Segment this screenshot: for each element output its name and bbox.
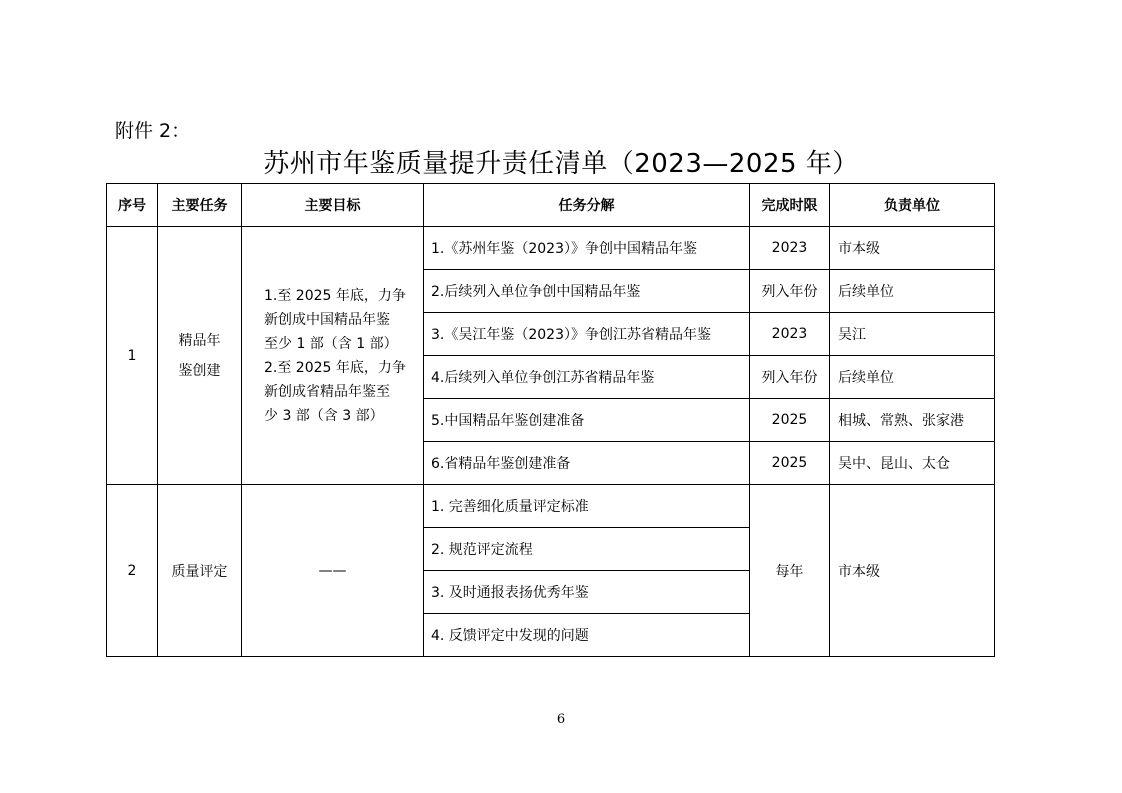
responsibility-table bbox=[106, 183, 995, 657]
header-breakdown: 任务分解 bbox=[424, 184, 750, 227]
goal-line: 至少 1 部（含 1 部） bbox=[264, 335, 398, 352]
responsible-cell: 后续单位 bbox=[830, 270, 995, 313]
group2-goal: —— bbox=[242, 485, 424, 657]
attachment-label: 附件 2： bbox=[115, 120, 191, 142]
group1-task bbox=[158, 227, 242, 485]
goal-line: 1.至 2025 年底，力争 bbox=[264, 287, 406, 304]
deadline-cell: 2025 bbox=[750, 442, 830, 485]
deadline-cell: 2025 bbox=[750, 399, 830, 442]
group2-deadline: 每年 bbox=[750, 485, 830, 657]
header-deadline: 完成时限 bbox=[750, 184, 830, 227]
goal-line: 2.至 2025 年底，力争 bbox=[264, 359, 406, 376]
header-responsible: 负责单位 bbox=[830, 184, 995, 227]
breakdown-cell: 1. 完善细化质量评定标准 bbox=[424, 485, 750, 528]
responsible-cell: 市本级 bbox=[830, 227, 995, 270]
table-row bbox=[107, 227, 995, 270]
group1-goal bbox=[242, 227, 424, 485]
table-header-row bbox=[107, 184, 995, 227]
group2-task: 质量评定 bbox=[158, 485, 242, 657]
header-main-task: 主要任务 bbox=[158, 184, 242, 227]
header-seq: 序号 bbox=[107, 184, 158, 227]
breakdown-cell: 6.省精品年鉴创建准备 bbox=[424, 442, 750, 485]
breakdown-cell: 4.后续列入单位争创江苏省精品年鉴 bbox=[424, 356, 750, 399]
deadline-cell: 列入年份 bbox=[750, 270, 830, 313]
header-main-goal: 主要目标 bbox=[242, 184, 424, 227]
document-title: 苏州市年鉴质量提升责任清单（2023—2025 年） bbox=[263, 149, 859, 179]
breakdown-cell: 2.后续列入单位争创中国精品年鉴 bbox=[424, 270, 750, 313]
breakdown-cell: 3.《吴江年鉴（2023）》争创江苏省精品年鉴 bbox=[424, 313, 750, 356]
breakdown-cell: 4. 反馈评定中发现的问题 bbox=[424, 614, 750, 657]
breakdown-cell: 3. 及时通报表扬优秀年鉴 bbox=[424, 571, 750, 614]
responsible-cell: 后续单位 bbox=[830, 356, 995, 399]
responsible-cell: 吴中、昆山、太仓 bbox=[830, 442, 995, 485]
group1-task-line1: 精品年 bbox=[178, 332, 221, 349]
deadline-cell: 2023 bbox=[750, 227, 830, 270]
page-number: 6 bbox=[556, 712, 566, 727]
breakdown-cell: 5.中国精品年鉴创建准备 bbox=[424, 399, 750, 442]
breakdown-cell: 1.《苏州年鉴（2023）》争创中国精品年鉴 bbox=[424, 227, 750, 270]
goal-line: 少 3 部（含 3 部） bbox=[264, 407, 384, 424]
responsible-cell: 相城、常熟、张家港 bbox=[830, 399, 995, 442]
deadline-cell: 列入年份 bbox=[750, 356, 830, 399]
group2-responsible: 市本级 bbox=[830, 485, 995, 657]
breakdown-cell: 2. 规范评定流程 bbox=[424, 528, 750, 571]
group2-seq: 2 bbox=[107, 485, 158, 657]
group1-seq: 1 bbox=[107, 227, 158, 485]
responsible-cell: 吴江 bbox=[830, 313, 995, 356]
goal-line: 新创成省精品年鉴至 bbox=[264, 383, 390, 400]
table-row bbox=[107, 485, 995, 528]
goal-line: 新创成中国精品年鉴 bbox=[264, 311, 390, 328]
deadline-cell: 2023 bbox=[750, 313, 830, 356]
group1-task-line2: 鉴创建 bbox=[178, 362, 221, 379]
